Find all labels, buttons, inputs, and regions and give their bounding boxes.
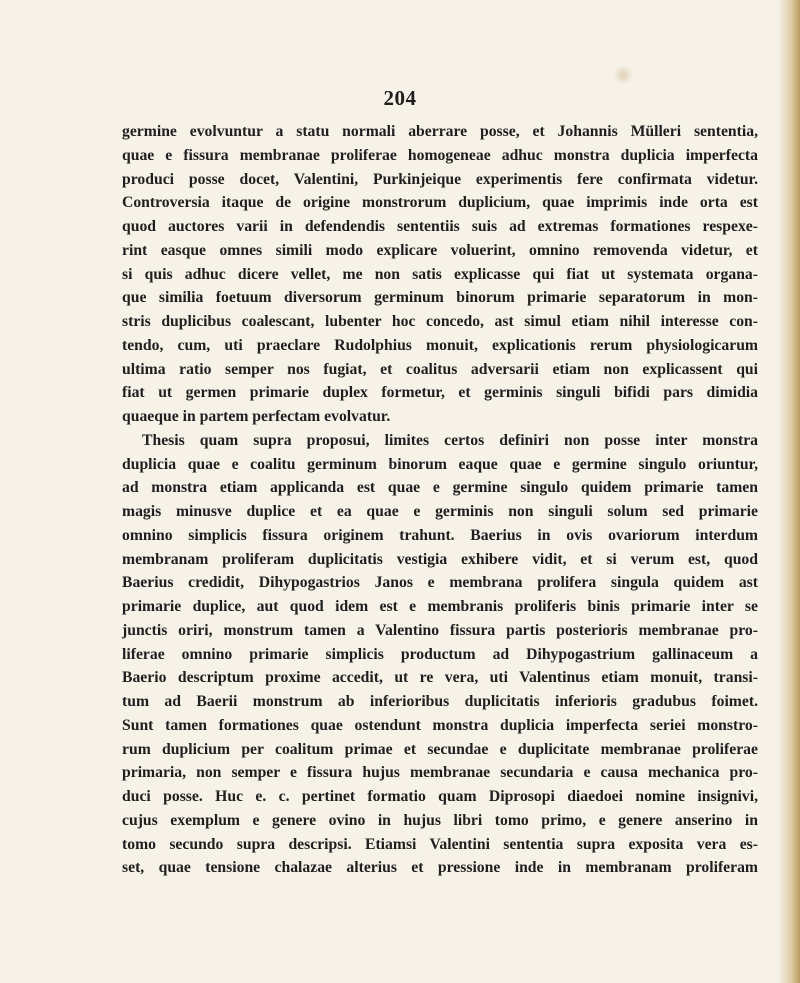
paragraph-start-line: Thesis quam supra proposui, limites certos definiri non posse inter monstra — [142, 431, 758, 449]
text-line: fiat ut germen primarie duplex formetur, et germinis singuli bifidi pars dimidia — [122, 384, 758, 402]
text-line: magis minusve duplice et ea quae e germinis non singuli solum sed primarie — [122, 503, 758, 520]
text-line: tomo secundo supra descripsi. Etiamsi Valentini sententia supra exposita vera es- — [122, 835, 758, 853]
text-line: primarie duplice, aut quod idem est e membranis proliferis binis primarie inter se — [122, 598, 758, 615]
text-line: set, quae tensione chalazae alterius et pressione inde in membranam proliferam — [122, 859, 758, 877]
text-line: duplicia quae e coalitu germinum binorum eaque quae e germine singulo oriuntur, — [122, 455, 758, 473]
text-line: ad monstra etiam applicanda est quae e germine singulo quidem primarie tamen — [122, 479, 758, 497]
text-line: que similia foetuum diversorum germinum binorum primarie separatorum in mon- — [122, 289, 758, 307]
text-line: rum duplicium per coalitum primae et secundae e duplicitate membranae proliferae — [122, 740, 758, 758]
text-line: germine evolvuntur a statu normali aberrare posse, et Johannis Mülleri sententia, — [122, 123, 758, 140]
text-line: quod auctores varii in defendendis sententiis suis ad extremas formationes respexe- — [122, 218, 758, 235]
text-line: duci posse. Huc e. c. pertinet formatio quam Diprosopi diaedoei nomine insignivi, — [122, 788, 758, 805]
page-number: 204 — [383, 86, 417, 110]
page-edge-shadow — [778, 0, 800, 983]
text-line: tendo, cum, uti praeclare Rudolphius monuit, explicationis rerum physiologicarum — [122, 336, 758, 354]
text-line: ultima ratio semper nos fugiat, et coalitus adversarii etiam non explicassent qui — [122, 360, 758, 378]
text-line: rint easque omnes simili modo explicare voluerint, omnino removenda videtur, et — [122, 241, 758, 259]
text-line: quae e fissura membranae proliferae homogeneae adhuc monstra duplicia imperfecta — [122, 146, 758, 164]
text-line: stris duplicibus coalescant, lubenter hoc concedo, ast simul etiam nihil interesse con- — [122, 313, 758, 330]
text-line: omnino simplicis fissura originem trahunt. Baerius in ovis ovariorum interdum — [122, 526, 758, 544]
text-line: cujus exemplum e genere ovino in hujus libri tomo primo, e genere anserino in — [122, 811, 758, 829]
text-line: liferae omnino primarie simplicis productum ad Dihypogastrium gallinaceum a — [122, 645, 758, 663]
text-line: primaria, non semper e fissura hujus membranae secundaria e causa mechanica pro- — [122, 764, 758, 782]
paper-stain — [612, 66, 634, 84]
text-line: Baerio descriptum proxime accedit, ut re vera, uti Valentinus etiam monuit, transi- — [122, 669, 758, 687]
body-text — [122, 120, 758, 880]
text-line: produci posse docet, Valentini, Purkinjeique experimentis fere confirmata videtur. — [122, 170, 758, 188]
text-line: Controversia itaque de origine monstrorum duplicium, quae imprimis inde orta est — [122, 194, 758, 212]
text-line: si quis adhuc dicere vellet, me non satis explicasse qui fiat ut systemata organa- — [122, 265, 758, 283]
text-line: Baerius credidit, Dihypogastrios Janos e membrana prolifera singula quidem ast — [122, 574, 758, 592]
paragraph-end-line: quaeque in partem perfectam evolvatur. — [122, 408, 391, 425]
text-line: membranam proliferam duplicitatis vestigia exhibere vidit, et si verum est, quod — [122, 550, 758, 568]
text-line: tum ad Baerii monstrum ab inferioribus duplicitatis inferioris gradubus foimet. — [122, 693, 758, 710]
text-line: junctis oriri, monstrum tamen a Valentino fissura partis posterioris membranae pro- — [122, 621, 758, 639]
text-line: Sunt tamen formationes quae ostendunt monstra duplicia imperfecta seriei monstro- — [122, 716, 758, 734]
